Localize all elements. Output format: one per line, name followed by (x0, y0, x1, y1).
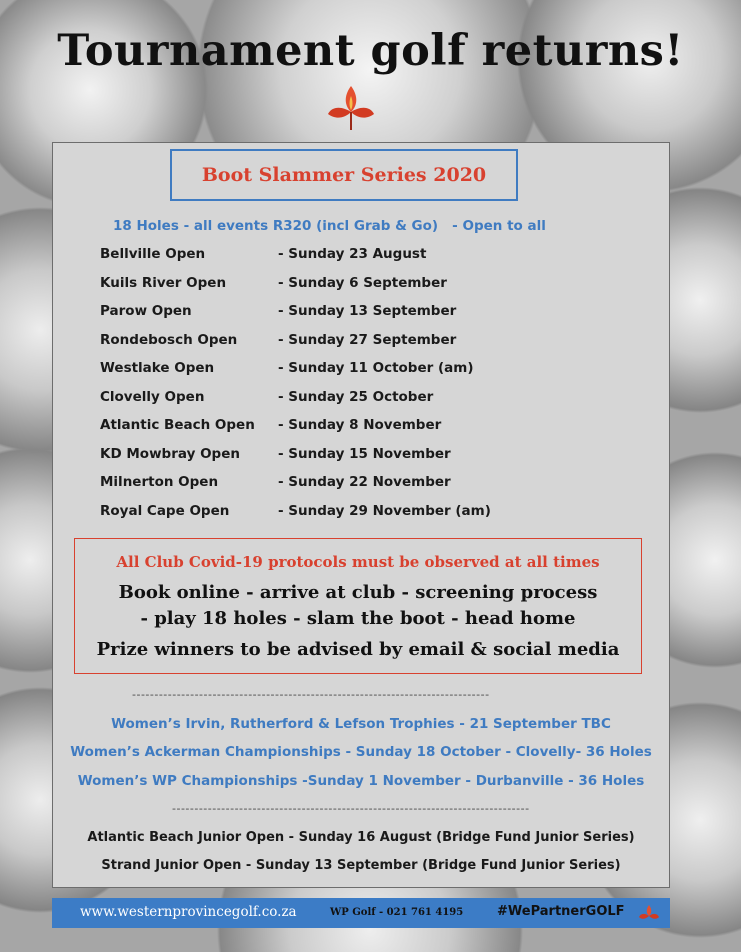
event-date: - Sunday 23 August (278, 246, 427, 262)
womens-event: Women’s Ackerman Championships - Sunday 18 October - Clovelly- 36 Holes (70, 744, 652, 760)
event-date: - Sunday 27 September (278, 331, 457, 348)
hashtag: #WePartnerGOLF (497, 904, 625, 919)
event-name: Milnerton Open (100, 474, 219, 490)
website-link[interactable]: www.westernprovincegolf.co.za (80, 904, 297, 920)
divider: -------------------------------------------------------------------------------- (172, 802, 530, 815)
event-name: Kuils River Open (100, 274, 227, 291)
page-title: Tournament golf returns! (57, 26, 684, 76)
footer-bar (52, 898, 670, 928)
protea-flower-icon (326, 82, 376, 134)
covid-line-3: Prize winners to be advised by email & social media (96, 639, 620, 660)
covid-protocols-box (74, 538, 642, 674)
womens-event: Women’s WP Championships -Sunday 1 November - Durbanville - 36 Holes (77, 773, 645, 789)
event-date: - Sunday 11 October (am) (278, 360, 474, 376)
series-intro: 18 Holes - all events R320 (incl Grab & Go) - Open to all (113, 218, 546, 234)
protea-flower-icon (638, 903, 660, 923)
event-name: KD Mowbray Open (100, 445, 240, 462)
junior-event: Strand Junior Open - Sunday 13 September (Bridge Fund Junior Series) (101, 858, 621, 873)
covid-line-2: - play 18 holes - slam the boot - head home (140, 608, 576, 629)
covid-heading: All Club Covid-19 protocols must be observed at all times (116, 553, 600, 571)
event-date: - Sunday 8 November (278, 417, 442, 433)
junior-event: Atlantic Beach Junior Open - Sunday 16 August (Bridge Fund Junior Series) (87, 830, 635, 845)
womens-event: Women’s Irvin, Rutherford & Lefson Trophies - 21 September TBC (111, 716, 611, 732)
event-name: Atlantic Beach Open (100, 417, 255, 433)
series-title-box: Boot Slammer Series 2020 (170, 149, 518, 201)
event-name: Royal Cape Open (100, 502, 230, 519)
event-date: - Sunday 15 November (278, 445, 451, 462)
contact-phone: WP Golf - 021 761 4195 (330, 907, 464, 918)
event-date: - Sunday 29 November (am) (278, 502, 491, 519)
event-date: - Sunday 25 October (278, 388, 434, 405)
event-name: Rondebosch Open (100, 331, 238, 348)
divider: -------------------------------------------------------------------------------- (132, 688, 490, 701)
event-name: Bellville Open (100, 246, 206, 262)
event-date: - Sunday 6 September (278, 274, 447, 291)
event-date: - Sunday 22 November (278, 474, 451, 490)
covid-line-1: Book online - arrive at club - screening process (118, 582, 598, 603)
event-name: Clovelly Open (100, 388, 205, 405)
event-name: Parow Open (100, 303, 192, 319)
event-name: Westlake Open (100, 360, 215, 376)
event-date: - Sunday 13 September (278, 303, 457, 319)
